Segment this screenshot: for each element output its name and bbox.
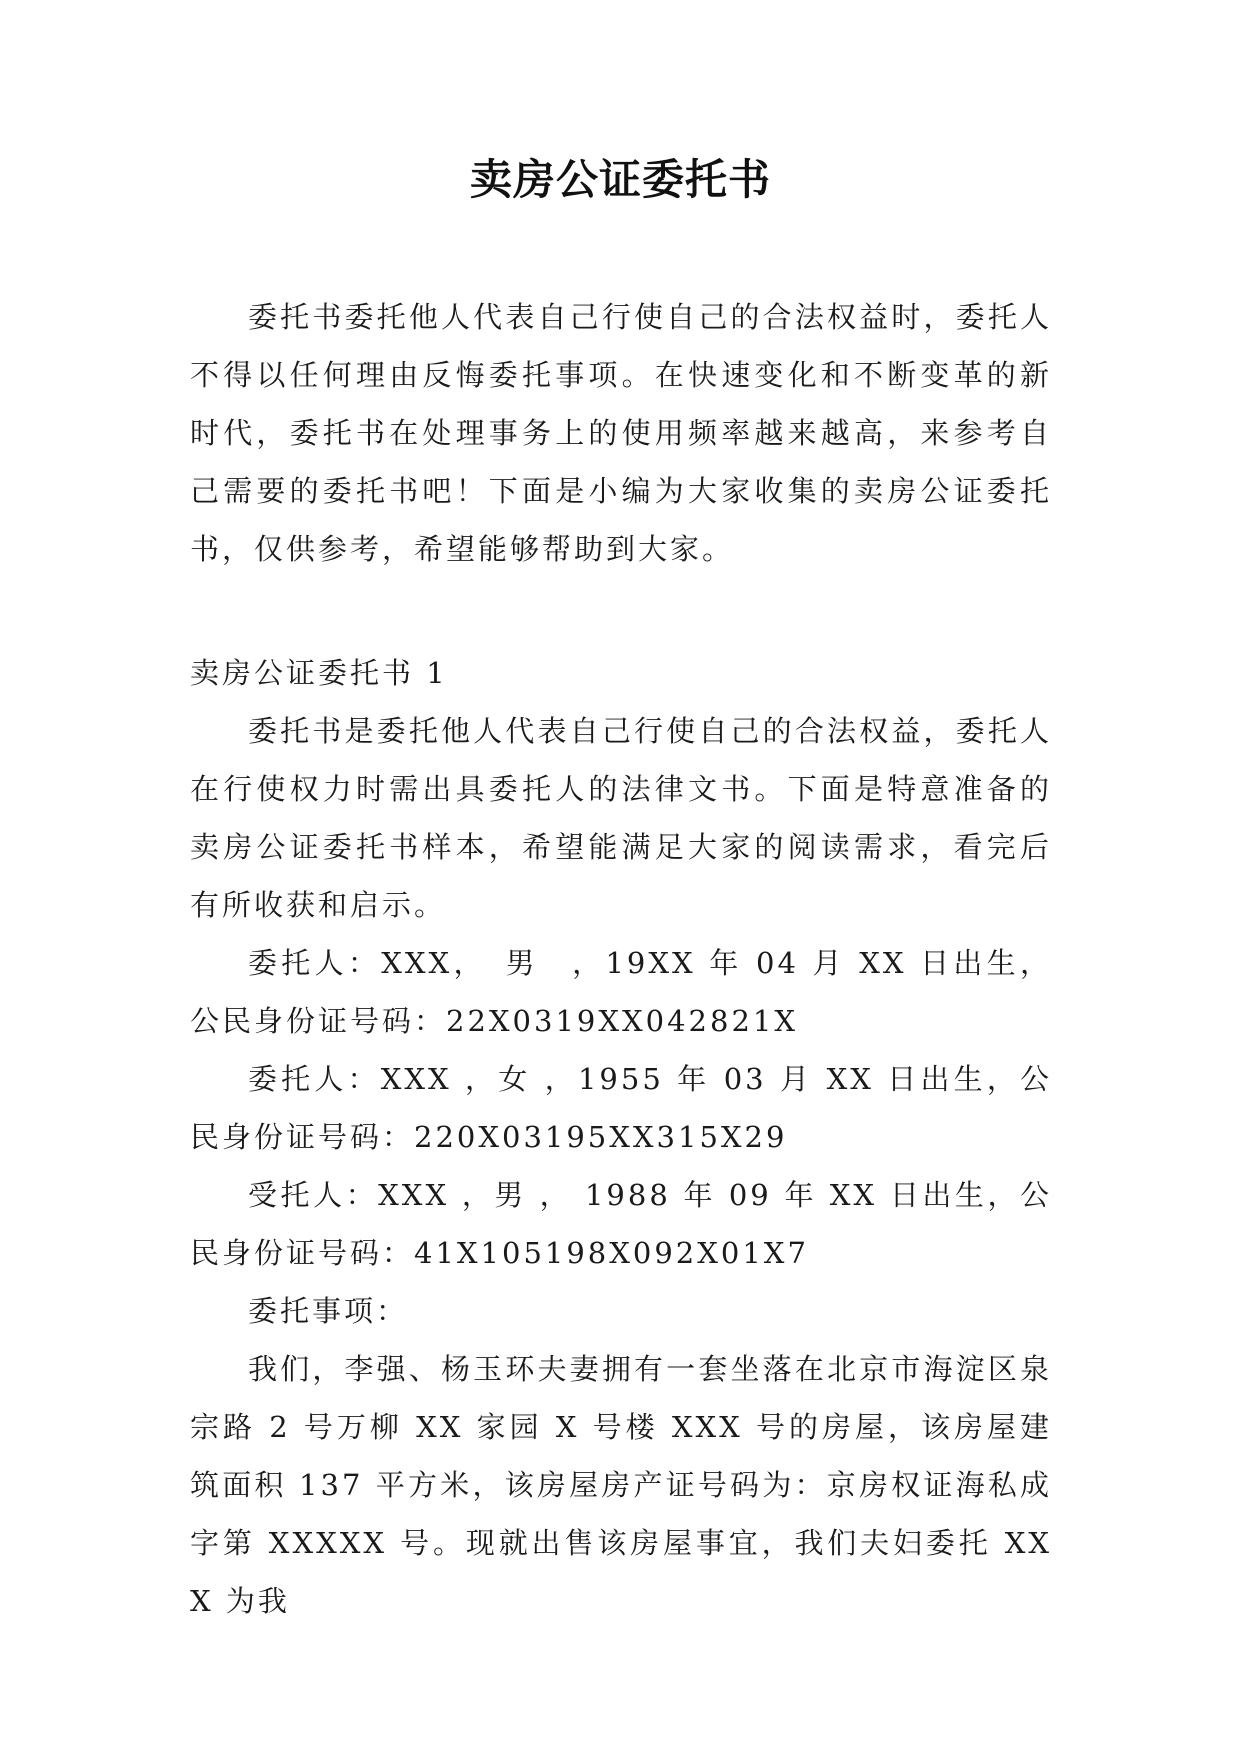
intro-block: [190, 288, 1052, 578]
matters-heading: 委托事项：: [248, 1294, 409, 1328]
body-paragraph: 委托书是委托他人代表自己行使自己的合法权益，委托人在行使权力时需出具委托人的法律文书。下面是特意准备的卖房公证委托书样本，希望能满足大家的阅读需求，看完后有所收获和启示。: [190, 714, 1052, 922]
principal-info-2: 委托人：XXX ，女 ，1955 年 03 月 XX 日出生，公民身份证号码：220X03195XX315X29: [190, 1062, 1052, 1154]
matters-paragraph: 我们，李强、杨玉环夫妻拥有一套坐落在北京市海淀区泉宗路 2 号万柳 XX 家园 X 号楼 XXX 号的房屋，该房屋建筑面积 137 平方米，该房屋房产证号码为：京房权证海私成字第 XXXXX 号。现就出售该房屋事宜，我们夫妇委托 XXX 为我: [190, 1352, 1052, 1618]
section-heading: 卖房公证委托书 1: [190, 656, 448, 690]
section-1: [190, 644, 1052, 1630]
intro-paragraph: 委托书委托他人代表自己行使自己的合法权益时，委托人不得以任何理由反悔委托事项。在快速变化和不断变革的新时代，委托书在处理事务上的使用频率越来越高，来参考自己需要的委托书吧！下面是小编为大家收集的卖房公证委托书，仅供参考，希望能够帮助到大家。: [190, 300, 1052, 566]
principal-info-1: 委托人：XXX， 男 ，19XX 年 04 月 XX 日出生，公民身份证号码：22X0319XX042821X: [190, 946, 1052, 1038]
agent-info: 受托人：XXX ，男 ， 1988 年 09 年 XX 日出生，公民身份证号码：41X105198X092X01X7: [190, 1178, 1052, 1270]
document-title: 卖房公证委托书: [469, 155, 771, 204]
